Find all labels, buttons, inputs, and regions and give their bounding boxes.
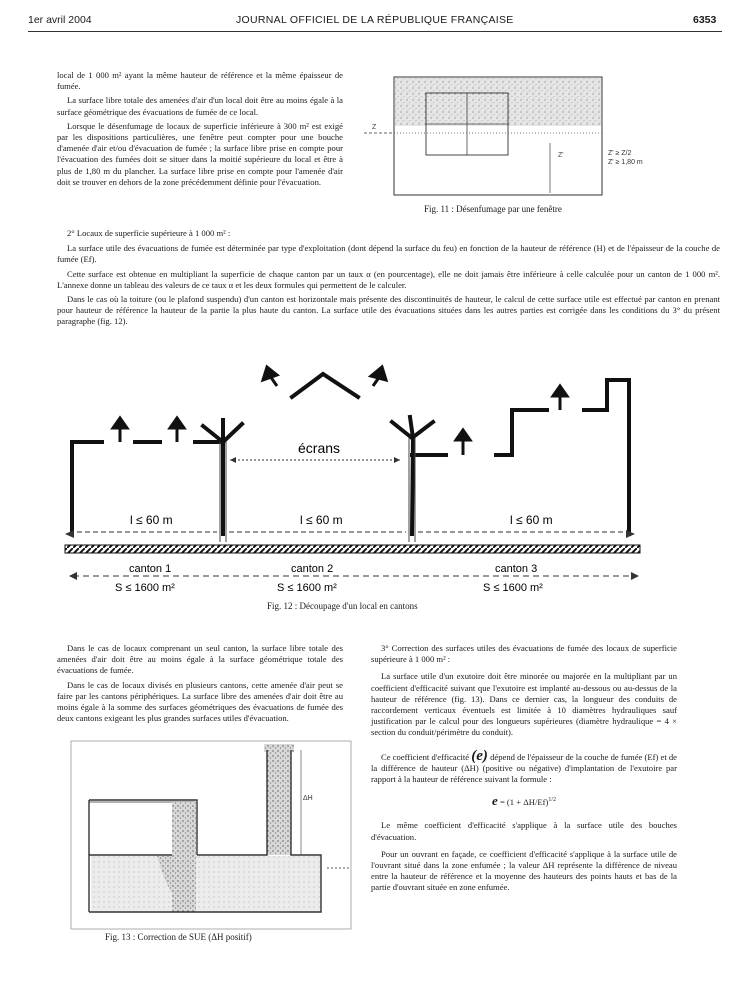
exhaust-duct-right [267,750,291,855]
section-2-heading: 2° Locaux de superficie supérieure à 1 000 m² : [67,228,231,238]
figure-11 [364,63,696,219]
paragraph-coefficient [371,747,677,786]
section-3 [371,643,677,897]
paragraph: local de 1 000 m² ayant la même hauteur de référence et la même épaisseur de fumée. [57,70,343,92]
section-3-heading: 3° Correction des surfaces utiles des évacuations de fumée des locaux de superficie supérieure à 1 000 m² : [371,643,677,665]
page-number: 6353 [693,14,717,26]
paragraph: Le même coefficient d'efficacité s'applique à la surface utile des bouches d'évacuation. [371,820,677,842]
paragraph: La surface utile d'un exutoire doit être minorée ou majorée en la multipliant par un coefficient d'efficacité suivant que l'exutoire est implanté au-dessous ou au-dessus de la hauteur de référence (fig. 13). Dans ce dernier cas, la longueur des conduits de raccordement verticaux éventuels est limitée à 10 diamètres hydrauliques sauf justification par le calcul pour des longueurs supérieures (diamètre hydraulique = 4 × section du conduit/périmètre du conduit). [371,671,677,738]
figure-13-caption: Fig. 13 : Correction de SUE (ΔH positif) [105,932,252,942]
figure-11-caption: Fig. 11 : Désenfumage par une fenêtre [424,204,562,214]
canton-label-2: canton 2 [291,563,334,575]
surface-label-3: S ≤ 1600 m² [483,582,543,594]
ecrans-label: écrans [298,440,341,456]
label-z2-half: Z' ≥ Z/2 [608,150,632,157]
figure-13-drawing [57,740,353,930]
coefficient-symbol: (e) [471,747,488,764]
z-mark: Z [372,124,377,131]
paragraph-part: Ce coefficient d'efficacité [381,751,470,762]
length-label-1: l ≤ 60 m [130,513,173,527]
formula-symbol: e [492,793,498,809]
formula-exponent: 1/2 [548,797,556,804]
z2-mark: Z' [558,152,564,159]
exhaust-duct-left [172,802,196,912]
paragraph: Dans le cas de locaux divisés en plusieurs cantons, cette amenée d'air peut se faire par les cantons périphériques. La surface libre des amenées d'air doit être au moins égale à la somme des surfaces géométriques des évacuations de fumée des deux cantons exigeant les plus grandes surfaces utiles d'évacuation. [57,679,343,724]
figure-12-drawing [55,362,715,602]
figure-13 [57,740,353,930]
paragraph: Dans le cas où la toiture (ou le plafond suspendu) d'un canton est horizontale mais présente des discontinuités de hauteur, le calcul de cette surface utile est effectué par canton en prenant pour hauteur de référence la hauteur de la partie la plus haute du canton. La surface utile des évacuations situées dans les autres parties est corrigée dans les conditions du 3° du présent paragraphe (fig. 12). [57,294,720,327]
canton-label-3: canton 3 [495,563,538,575]
paragraph: Lorsque le désenfumage de locaux de superficie inférieure à 300 m² est exigé par les dispositions particulières, une fenêtre peut compter pour une bouche d'amenée d'air et/ou d'évacuation de fumée ; la surface libre prise en compte pour l'évacuation des fumées doit se situer dans la moitié supérieure du local et être à plus de 1,80 m du plancher. La surface libre prise en compte pour l'amenée d'air doit se trouver en dehors de la zone précédemment définie pour l'évacuation. [57,120,343,187]
length-label-3: l ≤ 60 m [510,513,553,527]
paragraph: La surface libre totale des amenées d'air d'un local doit être au moins égale à la surface géométrique des évacuations de fumée de ce local. [57,95,343,117]
bottom-left-column [57,643,343,727]
surface-label-1: S ≤ 1600 m² [115,582,175,594]
paragraph: Cette surface est obtenue en multipliant la superficie de chaque canton par un taux α (en pourcentage), elle ne doit jamais être inférieure à celle calculée pour un canton de 1 000 m². L'annexe donne un tableau des valeurs de ce taux α et les deux formules qui permettent de le calculer. [57,268,720,290]
top-left-column [57,70,343,191]
surface-label-2: S ≤ 1600 m² [277,582,337,594]
floor [65,545,640,553]
paragraph: Dans le cas de locaux comprenant un seul canton, la surface libre totale des amenées d'air doit être au moins égale à la surface géométrique totale des évacuations de fumée. [57,643,343,676]
header-rule [28,31,722,32]
building-outline [72,374,629,534]
figure-11-drawing [364,63,696,219]
formula-body: = (1 + ΔH/Ef) [499,797,549,808]
paragraph: Pour un ouvrant en façade, ce coefficient d'efficacité s'applique à la surface utile de l'ouvrant situé dans la zone enfumée ; la valeur ΔH représente la différence de niveau entre la hauteur de référence et la moyenne des hauteurs des points hauts et bas de la partie d'ouvrant située en zone enfumée. [371,848,677,893]
paragraph: La surface utile des évacuations de fumée est déterminée par type d'exploitation (dont dépend la surface du feu) en fonction de la hauteur de référence (H) et de l'épaisseur de la couche de fumée (Ef). [57,243,720,265]
figure-12-caption: Fig. 12 : Découpage d'un local en cantons [267,601,418,611]
paragraph-part: dépend de l'épaisseur de la couche de fumée (Ef) et de la différence de hauteur (ΔH) (positive ou négative) d'implantation de l'exutoire par rapport à la hauteur de référence suivant la formule : [371,751,677,785]
section-2 [57,228,720,331]
figure-12 [55,362,715,602]
formula [371,795,677,808]
journal-title: JOURNAL OFFICIEL DE LA RÉPUBLIQUE FRANÇAISE [236,14,514,26]
dh-label: ΔH [303,795,313,802]
label-z2-180: Z' ≥ 1,80 m [608,159,643,166]
canton-label-1: canton 1 [129,563,172,575]
header-date: 1er avril 2004 [28,14,92,26]
length-label-2: l ≤ 60 m [300,513,343,527]
